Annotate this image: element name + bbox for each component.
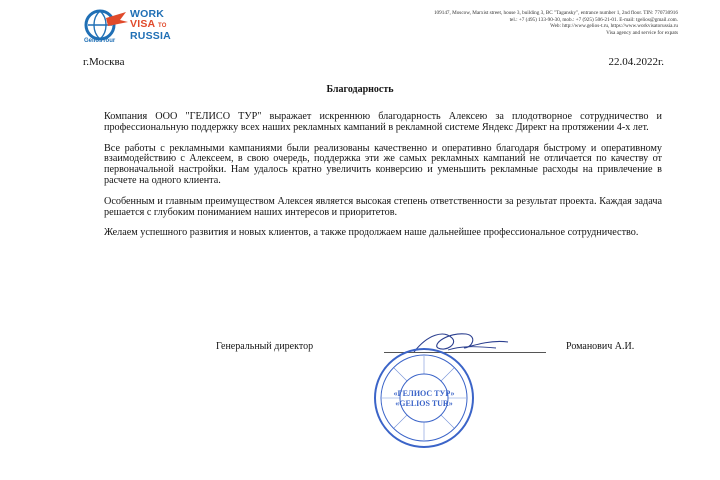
company-contacts (208, 10, 678, 36)
letter-title: Благодарность (326, 84, 394, 95)
paragraph: Компания ООО "ГЕЛИСО ТУР" выражает искреннюю благодарность Алексею за плодотворное сотрудничество и профессиональную поддержку всех наших рекламных кампаний в рекламной системе Яндекс Директ на протяжении 4-х лет. (104, 111, 662, 133)
signatory-position: Генеральный директор (216, 341, 314, 352)
paragraph: Особенным и главным преимуществом Алексея является высокая степень ответственности за результат проекта. Каждая задача решается с глубоким пониманием наших интересов и приоритетов. (104, 195, 662, 218)
brand-line-to: TO (158, 23, 167, 29)
letter-body (104, 112, 662, 249)
stamp-text-ru: «ГЕЛИОС ТУР» (393, 389, 455, 398)
signatory-name: Романович А.И. (566, 341, 635, 352)
contacts-tagline: Visa agency and service for expats (606, 29, 678, 36)
stamp-text-en: «GELIOS TUR» (395, 399, 453, 408)
company-stamp (372, 346, 476, 450)
letterhead (78, 8, 678, 50)
paragraph: Все работы с рекламными кампаниями были реализованы качественно и оперативно благодаря быстрому и оперативному взаимодействию с Алексеем, в свою очередь, поддержка эти же самых рекламных кампаний не отличается по качеству от первоначальной настройки. Нам удалось кратно увеличить конверсию и уменьшить рекламные расходы на привлечение в расчете на одного клиента. (104, 142, 662, 186)
signature-row (0, 341, 720, 361)
company-logo (78, 8, 198, 48)
contacts-address: 109147, Moscow, Marxist street, house 3, building 3, BC "Tagansky", entrance number 1, 2nd floor. TIN: 770730916 (433, 10, 678, 16)
paragraph: Желаем успешного развития и новых клиентов, а также продолжаем наше дальнейшее профессиональное сотрудничество. (104, 227, 639, 239)
brand-line-visa: VISA TO (130, 18, 167, 30)
letter-date: 22.04.2022г. (608, 56, 664, 68)
contacts-phones: tel.: +7 (495) 133-90-30, mob.: +7 (925) 506-21-01. E-mail: tgelios@gmail.com. (509, 16, 678, 23)
brand-line-work: WORK (130, 8, 165, 20)
brand-name (130, 9, 171, 41)
contacts-web: Web: http://www.gelios-t.ru, https://www.workvisatorussia.ru (550, 23, 678, 30)
brand-subtitle: GeliosTour (84, 38, 116, 44)
brand-line-russia: RUSSIA (130, 30, 171, 42)
letter-city: г.Москва (83, 56, 125, 68)
